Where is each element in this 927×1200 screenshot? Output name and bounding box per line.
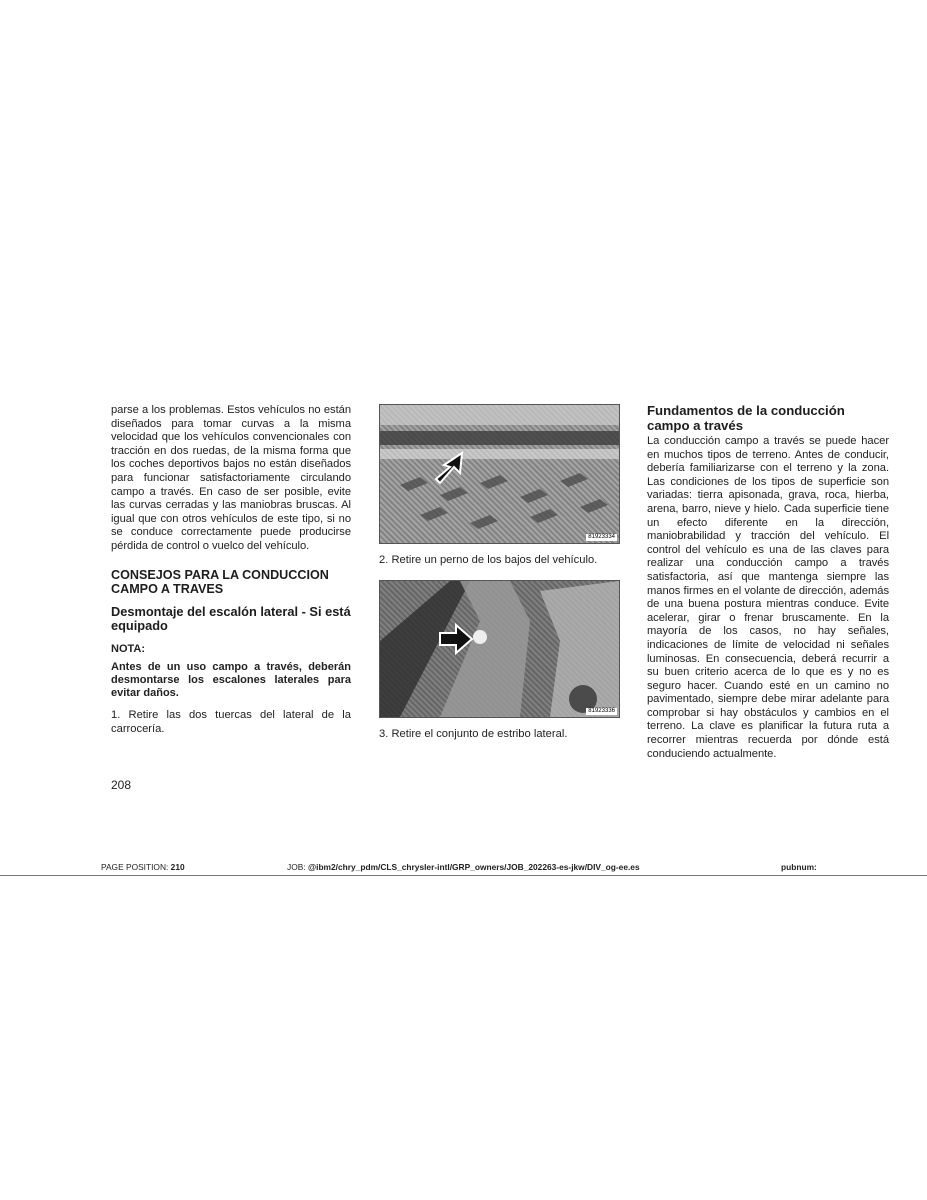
- section-heading: CONSEJOS PARA LA CONDUCCION CAMPO A TRAVES: [111, 567, 329, 596]
- footer-job: JOB: @ibm2/chry_pdm/CLS_chrysler-intl/GRP_owners/JOB_202263-es-jkw/DIV_og-ee.es: [287, 862, 640, 872]
- photo-side-step-assembly: [379, 580, 620, 718]
- subsection-heading: Desmontaje del escalón lateral - Si está equipado: [111, 603, 351, 634]
- left-column: [111, 404, 351, 737]
- photo-underbody-bolt: [379, 404, 620, 544]
- caption-step-2: 2. Retire un perno de los bajos del vehículo.: [379, 554, 598, 566]
- print-footer: [0, 862, 927, 874]
- right-column: [647, 404, 889, 761]
- footer-rule: [0, 875, 927, 876]
- fundamentos-paragraph: La conducción campo a través se puede hacer en muchos tipos de terreno. Antes de conducir, debería familiarizarse con el terreno y la zona. Las condiciones de los tipos de superficie son variadas: tierra apisonada, grava, roca, hierba, arena, barro, nieve y hielo. Cada superficie tiene un efecto diferente en la dirección, maniobrabilidad y tracción del vehículo. El control del vehículo es una de las claves para realizar una conducción campo a través satisfactoria, así que mantenga siempre las manos firmes en el volante de dirección, además de una buena postura mientras conduce. Evite acelerar, girar o frenar bruscamente. En la mayoría de los casos, no hay señales, indicaciones de límite de velocidad ni señales luminosas. En consecuencia, deberá recurrir a su buen criterio acerca de lo que es y no es seguro hacer. Cuando esté en un camino no pavimentado, siempre debe mirar adelante para comprobar si hay obstáculos y cambios en el terreno. La clave es planificar la futura ruta a recorrer mientras recuerda por dónde está conduciendo actualmente.: [647, 435, 889, 760]
- note-text: Antes de un uso campo a través, deberán desmontarse los escalones laterales para evitar daños.: [111, 660, 351, 700]
- intro-paragraph: parse a los problemas. Estos vehículos no están diseñados para tomar curvas a la misma velocidad que los vehículos convencionales con tracción en dos ruedas, de la misma forma que los coches deportivos bajos no están diseñados para funcionar satisfactoriamente circulando campo a través. En caso de ser posible, evite las curvas cerradas y las maniobras bruscas. Al igual que con otros vehículos de este tipo, si no se conduce correctamente puede producirse pérdida de control o vuelco del vehículo.: [111, 404, 351, 552]
- page-number: 208: [111, 778, 132, 792]
- caption-step-3: 3. Retire el conjunto de estribo lateral.: [379, 727, 568, 740]
- figure-code: 81923334: [588, 534, 615, 540]
- figure-code: 81923336: [588, 707, 615, 714]
- step-1: 1. Retire las dos tuercas del lateral de la carrocería.: [111, 709, 351, 736]
- note-label: NOTA:: [111, 642, 146, 655]
- middle-column: [379, 404, 619, 753]
- footer-page-position: PAGE POSITION: 210: [101, 862, 185, 872]
- footer-pubnum: pubnum:: [781, 862, 817, 872]
- section-heading-fundamentos: Fundamentos de la conducción campo a través: [647, 403, 845, 433]
